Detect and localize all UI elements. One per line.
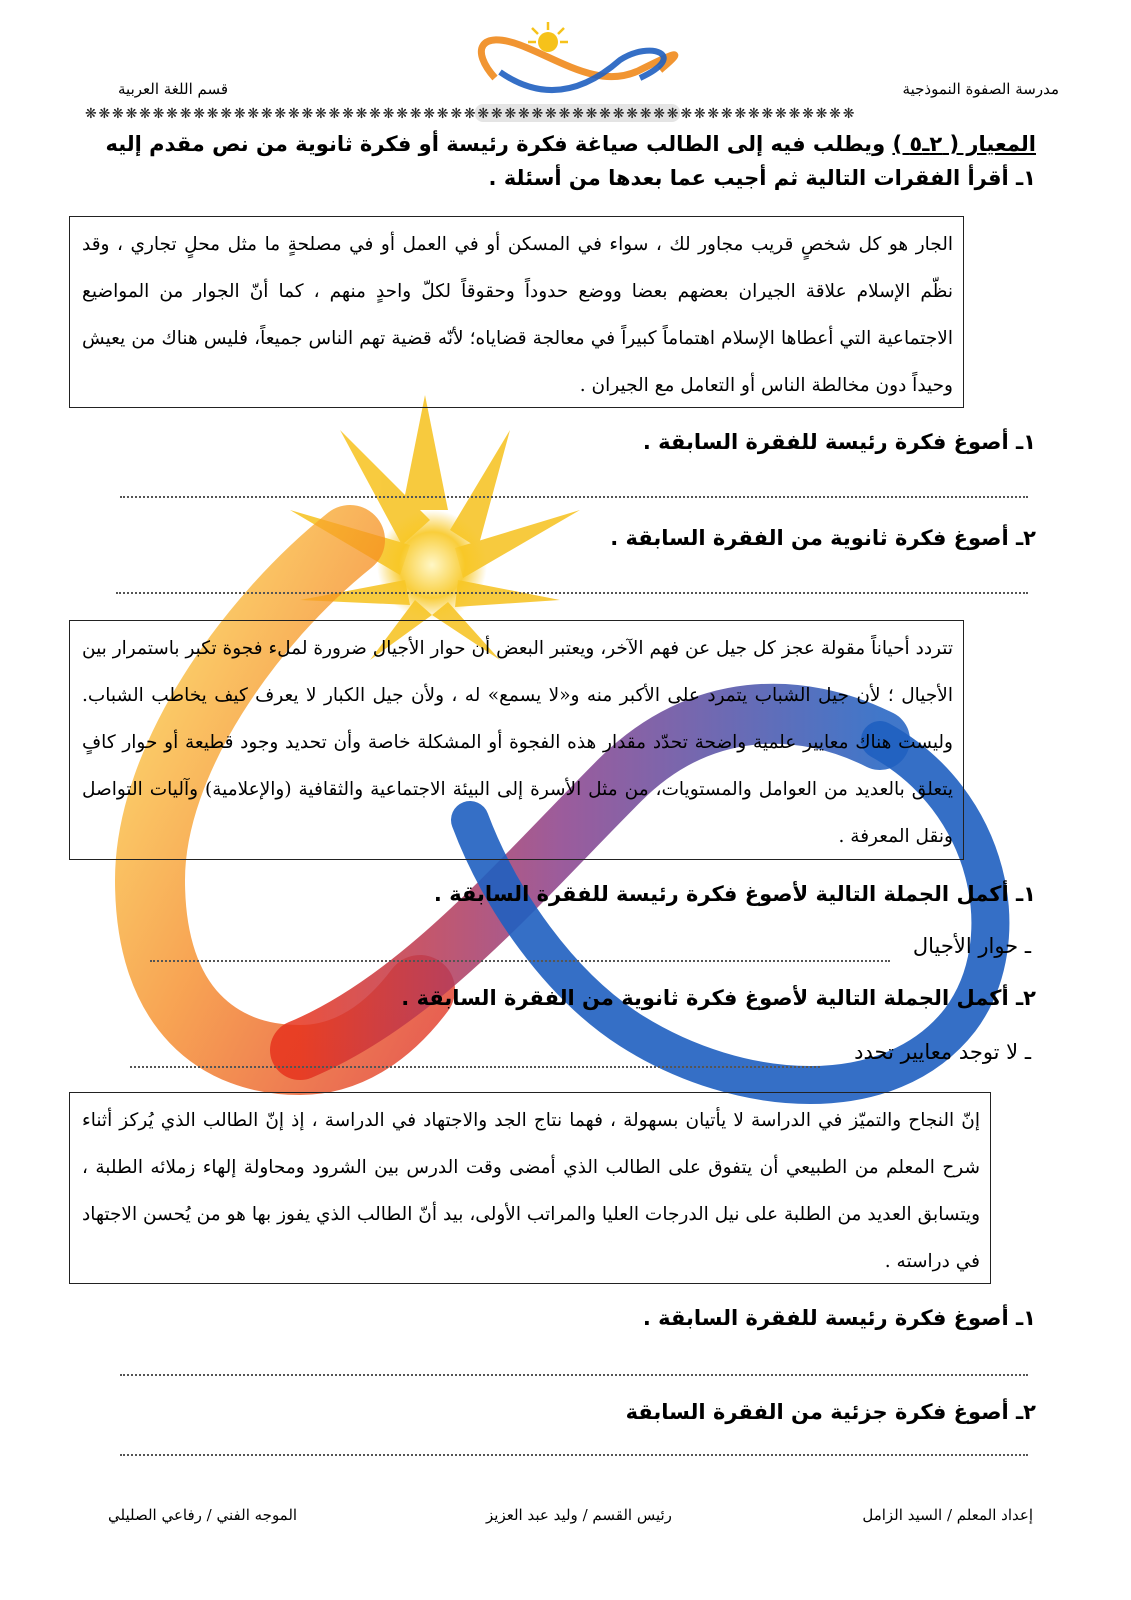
s3-question-1: ١ـ أصوغ فكرة رئيسة للفقرة السابقة . xyxy=(642,1306,1036,1330)
s1-question-2: ٢ـ أصوغ فكرة ثانوية من الفقرة السابقة . xyxy=(610,526,1036,550)
passage-1: الجار هو كل شخصٍ قريب مجاور لك ، سواء في المسكن أو في العمل أو في مصلحةٍ ما مثل محلٍ تجاري ، وقد نظّم الإسلام علاقة الجيران بعضهم بعضا ووضع حدوداً وحقوقاً لكلّ واحدٍ منهم ، كما أنّ الجوار من المواضيع الاجتماعية التي أعطاها الإسلام اهتماماً كبيراً في معالجة قضاياه؛ لأنّه قضية تهم الناس جميعاً، فليس هناك من يعيش وحيداً دون مخالطة الناس أو التعامل مع الجيران . xyxy=(69,216,964,408)
s1-question-1: ١ـ أصوغ فكرة رئيسة للفقرة السابقة . xyxy=(642,430,1036,454)
passage-3: إنّ النجاح والتميّز في الدراسة لا يأتيان بسهولة ، فهما نتاج الجد والاجتهاد في الدراسة ، إذ إنّ الطالب الذي يُركز أثناء شرح المعلم من الطبيعي أن يتفوق على الطالب الذي أمضى وقت الدرس بين الشرود ومحاولة إلهاء زملائه الطلبة ، ويتسابق العديد من الطلبة على نيل الدرجات العليا والمراتب الأولى، بيد أنّ الطالب الذي يفوز بها هو من يُحسن الاجتهاد في دراسته . xyxy=(69,1092,991,1284)
footer-supervisor: الموجه الفني / رفاعي الصليلي xyxy=(108,1506,298,1524)
s3-question-2: ٢ـ أصوغ فكرة جزئية من الفقرة السابقة xyxy=(625,1400,1036,1424)
s2-answer-line-2[interactable] xyxy=(130,1066,820,1068)
footer-department-head: رئيس القسم / وليد عبد العزيز xyxy=(486,1506,672,1524)
s2-answer-line-1[interactable] xyxy=(150,960,890,962)
s3-answer-line-1[interactable] xyxy=(120,1374,1028,1376)
s1-answer-line-2[interactable] xyxy=(116,592,1028,594)
s2-question-2: ٢ـ أكمل الجملة التالية لأصوغ فكرة ثانوية من الفقرة السابقة . xyxy=(401,986,1036,1010)
footer-prepared-by: إعداد المعلم / السيد الزامل xyxy=(862,1506,1033,1524)
s2-answer-1: ـ حوار الأجيال xyxy=(912,934,1031,958)
s1-answer-line-1[interactable] xyxy=(120,496,1028,498)
instruction: ١ـ أقرأ الفقرات التالية ثم أجيب عما بعدها من أسئلة . xyxy=(488,166,1036,190)
s2-question-1: ١ـ أكمل الجملة التالية لأصوغ فكرة رئيسة للفقرة السابقة . xyxy=(433,882,1036,906)
standard-label: المعيار ( ٢ـ٥ ) xyxy=(892,132,1036,156)
s3-answer-line-2[interactable] xyxy=(120,1454,1028,1456)
school-name: مدرسة الصفوة النموذجية xyxy=(902,80,1059,98)
s2-answer-2: ـ لا توجد معايير تحدد xyxy=(854,1040,1031,1064)
star-divider: ❋❋❋❋❋❋❋❋❋❋❋❋❋❋❋❋❋❋❋❋❋❋❋❋❋❋❋❋❋❋❋❋❋❋❋❋❋❋❋❋❋❋❋❋❋❋❋❋❋❋❋❋❋❋❋❋❋ xyxy=(85,106,857,122)
passage-2: تتردد أحياناً مقولة عجز كل جيل عن فهم الآخر، ويعتبر البعض أن حوار الأجيال ضرورة لملء فجوة تكبر باستمرار بين الأجيال ؛ لأن جيل الشباب يتمرد على الأكبر منه و«لا يسمع» له ، ولأن جيل الكبار لا يعرف كيف يخاطب الشباب. وليست هناك معايير علمية واضحة تحدّد مقدار هذه الفجوة أو المشكلة خاصة وأن تحديد وجود قطيعة أو حوار كافٍ يتعلق بالعديد من العوامل والمستويات، من مثل الأسرة إلى البيئة الاجتماعية والثقافية (والإعلامية) وآليات التواصل ونقل المعرفة . xyxy=(69,620,964,860)
standard-text: ويطلب فيه إلى الطالب صياغة فكرة رئيسة أو فكرة ثانوية من نص مقدم إليه xyxy=(105,132,893,156)
header-logo xyxy=(481,22,674,90)
department-name: قسم اللغة العربية xyxy=(118,80,229,98)
standard-heading xyxy=(105,132,1036,156)
